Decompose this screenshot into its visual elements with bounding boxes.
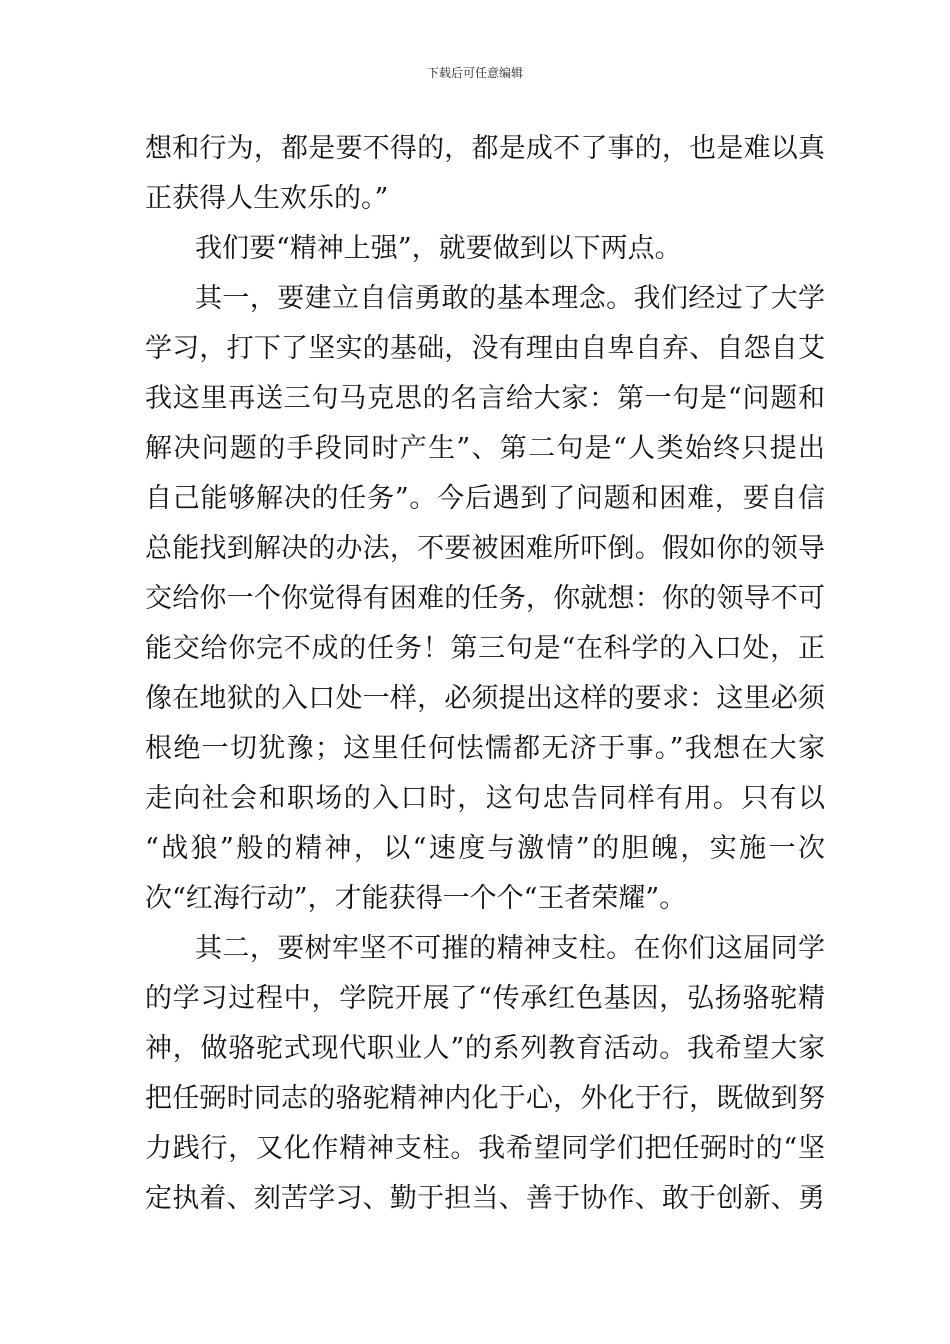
text-line: 我这里再送三句马克思的名言给大家：第一句是“问题和 (145, 383, 825, 414)
text-line: 我们要“精神上强”，就要做到以下两点。 (195, 233, 682, 264)
text-line: 能交给你完不成的任务！第三句是“在科学的入口处，正 (145, 633, 825, 664)
text-line: 解决问题的手段同时产生”、第二句是“人类始终只提出 (145, 433, 825, 464)
text-line: 交给你一个你觉得有困难的任务，你就想：你的领导不可 (145, 583, 825, 614)
text-line: 次“红海行动”，才能获得一个个“王者荣耀”。 (145, 883, 687, 914)
text-line: “战狼”般的精神，以“速度与激情”的胆魄，实施一次 (145, 833, 825, 864)
text-line: 其二，要树牢坚不可摧的精神支柱。在你们这届同学 (195, 933, 825, 964)
text-line: 总能找到解决的办法，不要被困难所吓倒。假如你的领导 (145, 533, 825, 564)
text-line: 自己能够解决的任务”。今后遇到了问题和困难，要自信 (145, 483, 825, 514)
text-line: 像在地狱的入口处一样，必须提出这样的要求：这里必须 (145, 683, 825, 714)
text-line: 神，做骆驼式现代职业人”的系列教育活动。我希望大家 (145, 1033, 825, 1064)
text-line: 定执着、刻苦学习、勤于担当、善于协作、敢于创新、勇 (145, 1183, 825, 1214)
text-line: 正获得人生欢乐的。” (145, 183, 389, 214)
body-text (145, 124, 825, 1224)
text-line: 把任弼时同志的骆驼精神内化于心，外化于行，既做到努 (145, 1083, 825, 1114)
text-line: 根绝一切犹豫；这里任何怯懦都无济于事。”我想在大家 (145, 733, 825, 764)
text-line: 走向社会和职场的入口时，这句忠告同样有用。只有以 (145, 783, 825, 814)
text-line: 学习，打下了坚实的基础，没有理由自卑自弃、自怨自艾 (145, 333, 825, 364)
page-header: 下载后可任意编辑 (426, 66, 523, 80)
text-line: 其一，要建立自信勇敢的基本理念。我们经过了大学 (195, 283, 825, 314)
text-line: 想和行为，都是要不得的，都是成不了事的，也是难以真 (145, 133, 825, 164)
text-line: 的学习过程中，学院开展了“传承红色基因，弘扬骆驼精 (145, 983, 825, 1014)
text-line: 力践行，又化作精神支柱。我希望同学们把任弼时的“坚 (145, 1133, 825, 1164)
